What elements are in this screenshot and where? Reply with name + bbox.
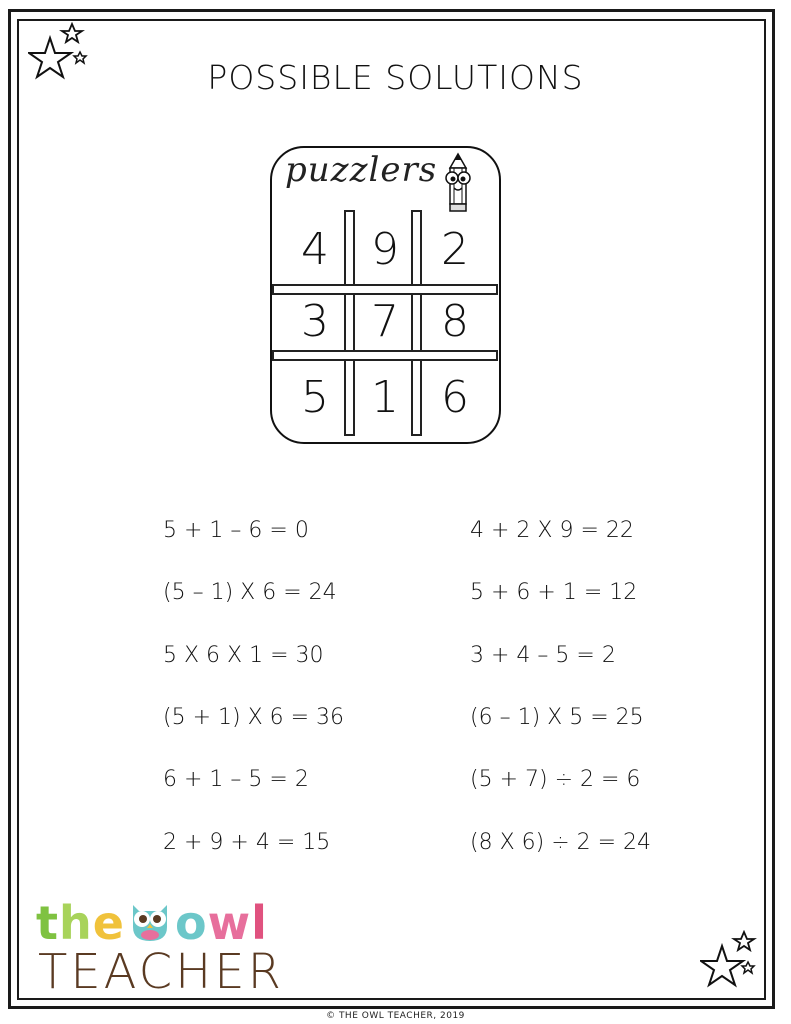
stars-bottom-right-icon: [700, 930, 764, 992]
solution-equation: (5 + 1) X 6 = 36: [163, 705, 345, 730]
pencil-mascot-icon: [438, 152, 478, 218]
grid-cell: 1: [371, 372, 399, 423]
grid-cell: 2: [441, 224, 469, 275]
grid-cell: 3: [301, 296, 329, 347]
solution-equation: 4 + 2 X 9 = 22: [470, 518, 634, 543]
solution-equation: 5 + 1 – 6 = 0: [163, 518, 309, 543]
logo-letter: w: [207, 896, 252, 950]
solution-equation: 5 X 6 X 1 = 30: [163, 643, 324, 668]
solution-equation: (6 – 1) X 5 = 25: [470, 705, 644, 730]
logo-letter: h: [59, 896, 93, 950]
logo-letter: t: [36, 896, 59, 950]
solution-equation: 5 + 6 + 1 = 12: [470, 580, 638, 605]
the-owl-teacher-logo: [36, 896, 286, 1000]
grid-cell: 6: [441, 372, 469, 423]
grid-cell: 8: [441, 296, 469, 347]
card-heading: puzzlers: [285, 150, 438, 190]
grid-cell: 4: [301, 224, 329, 275]
grid-cell: 5: [301, 372, 329, 423]
solution-equation: 2 + 9 + 4 = 15: [163, 830, 331, 855]
solution-equation: (8 X 6) ÷ 2 = 24: [470, 830, 652, 855]
grid-cell: 7: [371, 296, 399, 347]
logo-letter: e: [92, 896, 125, 950]
solution-equation: 6 + 1 – 5 = 2: [163, 767, 309, 792]
logo-letter: l: [251, 896, 268, 950]
copyright-footer: © THE OWL TEACHER, 2019: [326, 1011, 465, 1021]
page-title: POSSIBLE SOLUTIONS: [207, 58, 584, 97]
solution-equation: (5 – 1) X 6 = 24: [163, 580, 337, 605]
solution-equation: 3 + 4 – 5 = 2: [470, 643, 616, 668]
logo-letter: o: [174, 896, 208, 950]
solution-equation: (5 + 7) ÷ 2 = 6: [470, 767, 641, 792]
grid-cell: 9: [371, 224, 399, 275]
logo-wordmark-bottom: TEACHER: [38, 944, 284, 1000]
